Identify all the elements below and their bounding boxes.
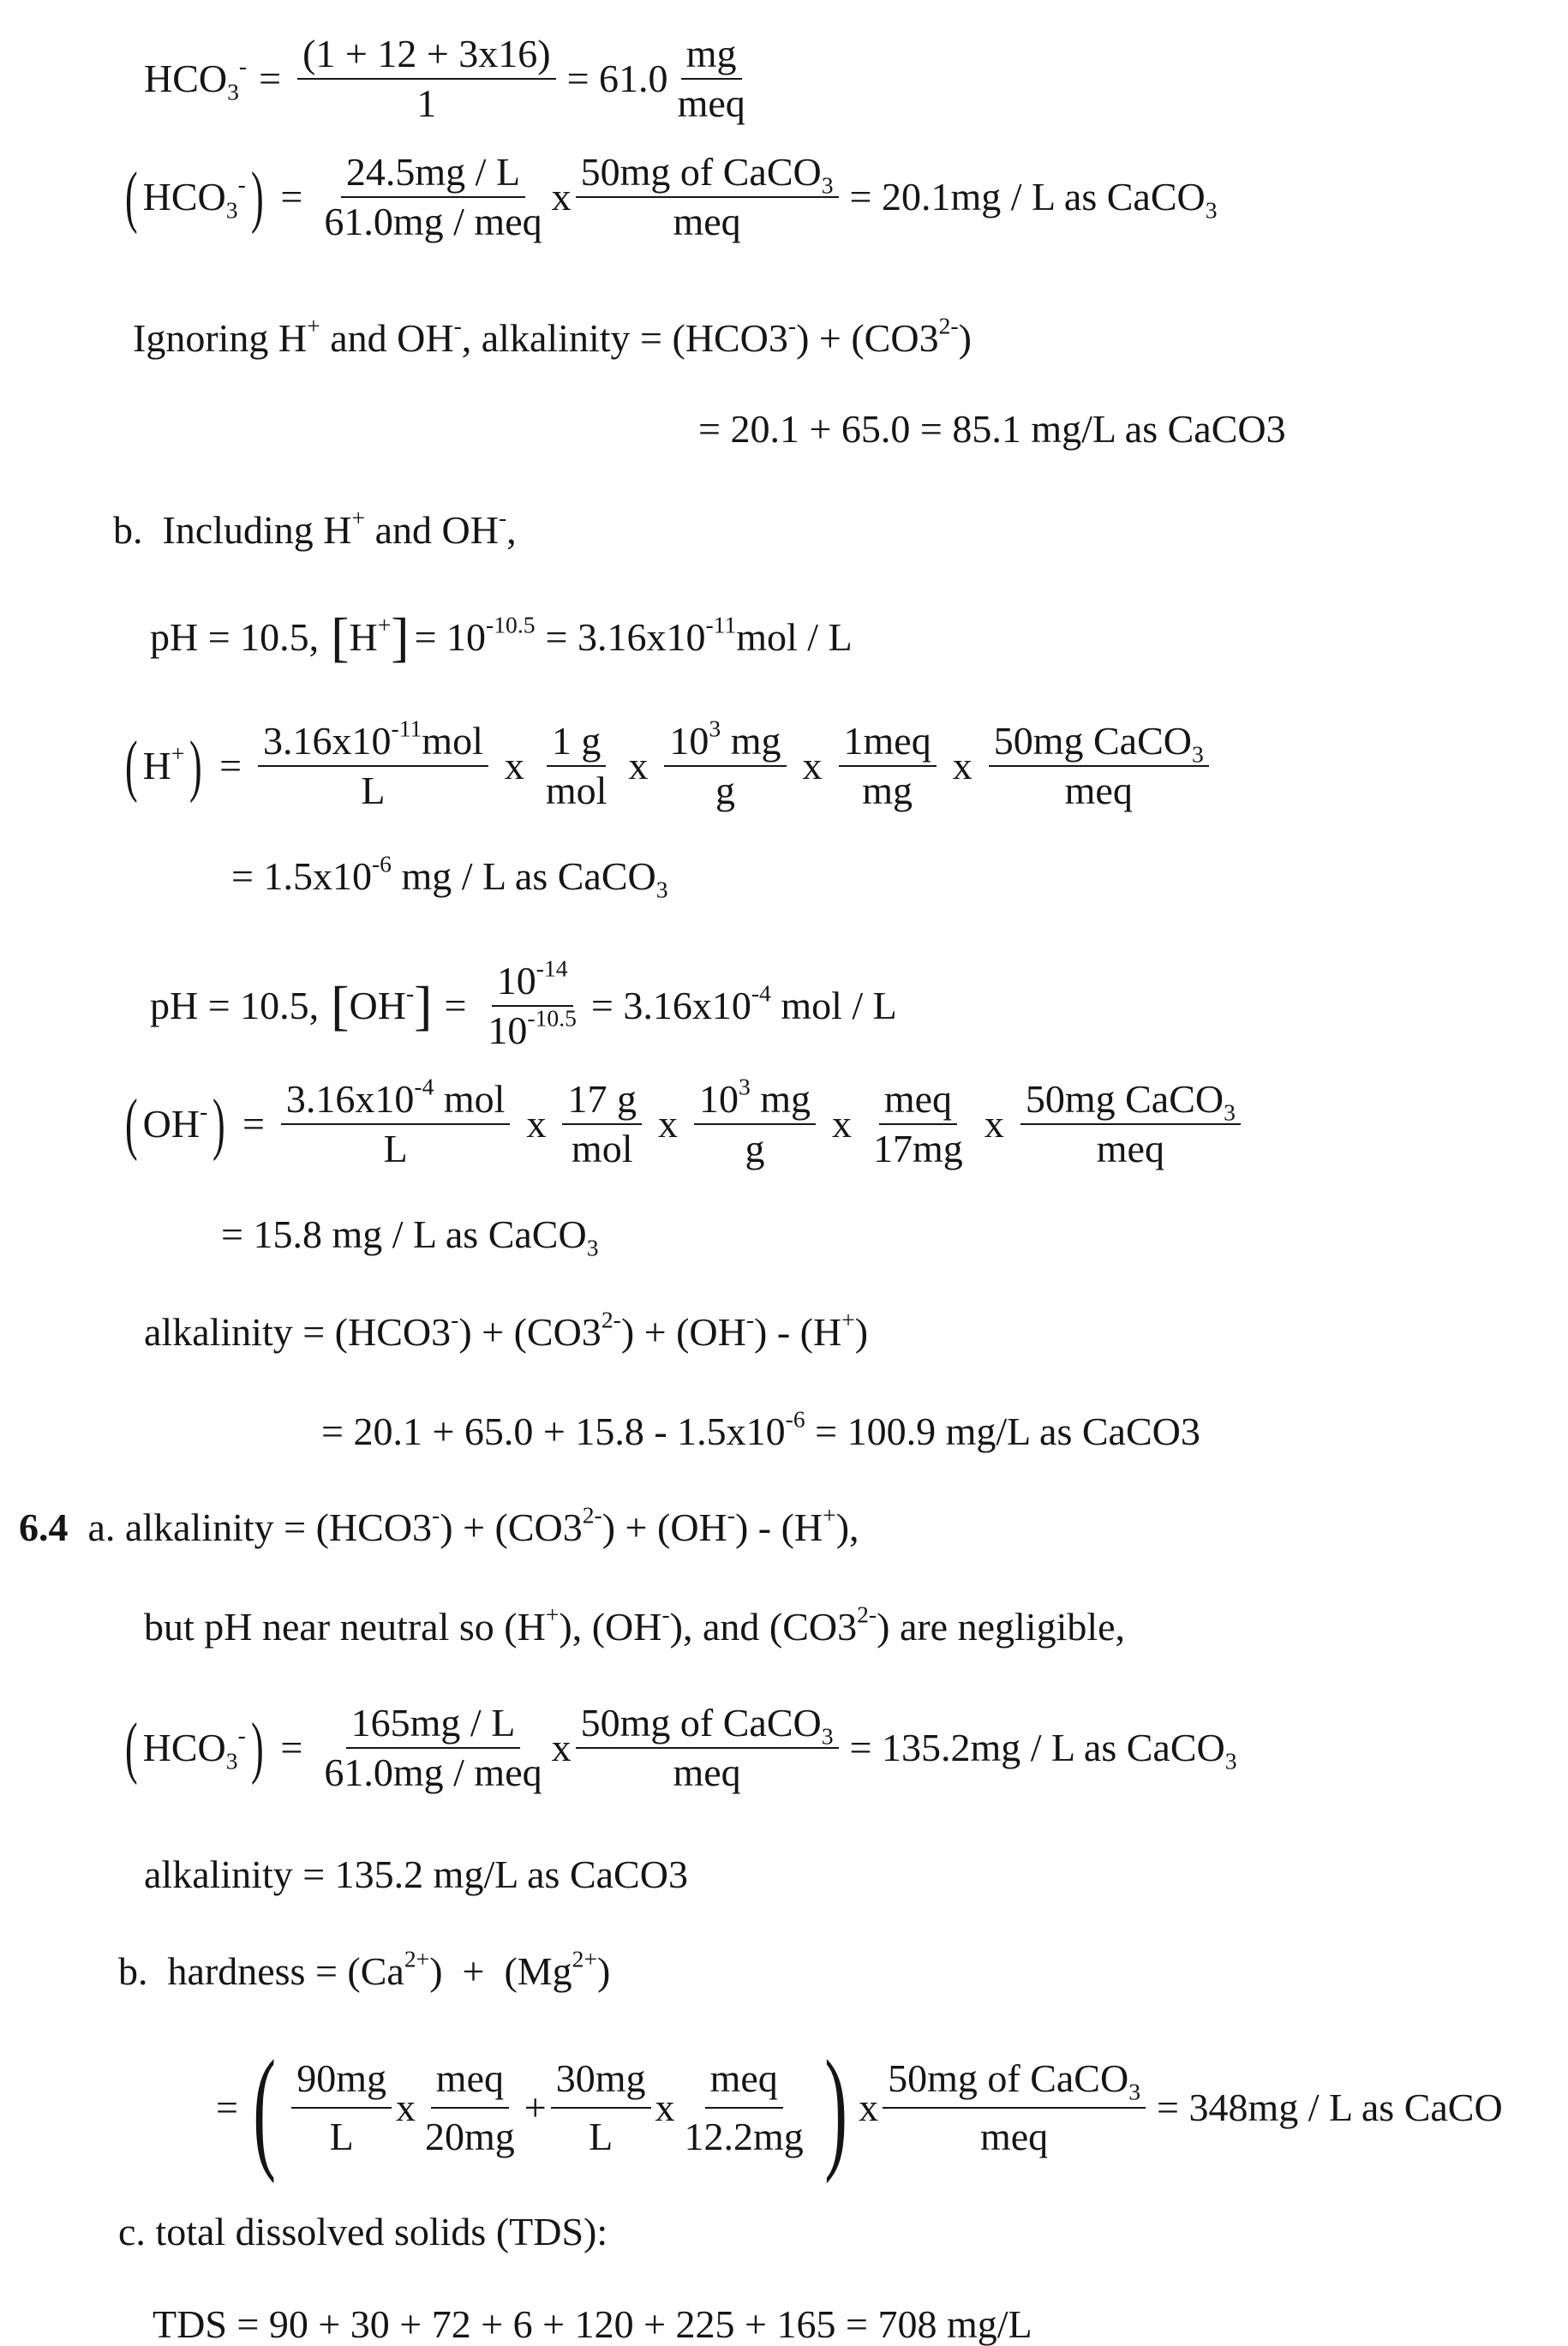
hco3-165-conversion: ( $HCO_3^-$ ) = $\frac{165mg / L}{\text{61.0mg / meq}}$ x $\frac{50mg of CaCO_3}{\text{meq}}$ = 135.2mg / L as CaCO$_3$ [124, 1701, 1237, 1794]
problem-6-4-part-a: 6.4 a. alkalinity = $(HCO3^-) + (CO3^{2-}) + (OH^-) - (H^+)$, [19, 1501, 859, 1549]
ignoring-h-oh-line: Ignoring H+ and OH-, alkalinity = $(HCO3^-) + (CO3^{2-})$ [133, 312, 972, 360]
hco3-caco3-conversion: ( $HCO_3^-$ ) = $\frac{24.5mg / L}{\text{61.0mg / meq}}$ x $\frac{50mg of CaCO_3}{\text{meq}}$ = 20.1mg / L as CaCO$_3$ [124, 150, 1218, 243]
alkalinity-full-equation: alkalinity = $(HCO3^-) + (CO3^{2-}) + (OH^-) - (H^+)$ [144, 1306, 869, 1354]
molar-mass-fraction: $\frac{(1 + 12 + 3x16)}{1}$ [297, 34, 556, 123]
h-result: = $1.5x10^{-6}$ mg / L as CaCO$_3$ [231, 850, 668, 903]
h-caco3-conversion: ( H+ ) = $\frac{3.16x10^{-11}mol}{L}$ x $\frac{1 g}{\text{mol}}$ x $\frac{10^3 mg}{g}$ x $\frac{\text{1meq}}{mg}$ x $\frac{50mg CaCO_3}{\text{meq}}$ [120, 721, 1213, 811]
h-concentration-line: pH = 10.5, [ H+ ] = $10^{-10.5}$ = $3.16x10^{-11}mol$ / L [150, 607, 853, 667]
neutral-ph-note: but pH near neutral so (H+), (OH-), and $(CO3^{2-})$ are negligible, [144, 1601, 1126, 1649]
oh-concentration-line: pH = 10.5, [ OH- ] = $\frac{10^{-14}}{10^{-10.5}}$ = $3.16x10^{-4}$ mol / L [150, 955, 897, 1052]
alkalinity-135-result: alkalinity = 135.2 mg/L as CaCO3 [144, 1852, 688, 1896]
ignoring-result: = 20.1 + 65.0 = 85.1 mg/L as CaCO3 [698, 407, 1286, 451]
oh-caco3-conversion: ( OH- ) = $\frac{3.16x10^{-4} mol}{L}$ x $\frac{17 g}{\text{mol}}$ x $\frac{10^3 mg}{g}$ x $\frac{\text{meq}}{17mg}$ x $\frac{50mg CaCO_3}{\text{meq}}$ [120, 1080, 1245, 1169]
hardness-calculation: = ( $\frac{90mg}{L}$ x $\frac{\text{meq}}{20mg}$ + $\frac{30mg}{L}$ x $\frac{\text{meq}}{12.2mg}$ ) x $\frac{50mg of CaCO_3}{\text{meq}}$ = 348mg / L as CaCO [216, 2032, 1503, 2184]
hco3-molar-mass-equation: $HCO_3^-$ = $\frac{(1 + 12 + 3x16)}{1}$ = 61.0 $\frac{mg}{\text{meq}}$ [144, 34, 755, 123]
tds-heading: c. total dissolved solids (TDS): [118, 2210, 608, 2253]
hardness-line: b. hardness = $(Ca^{2+}) + (Mg^{2+})$ [118, 1945, 611, 1993]
problem-number: 6.4 [19, 1505, 69, 1549]
part-b-heading: b. Including H+ and OH-, [113, 504, 517, 552]
alkalinity-full-result: = $20.1 + 65.0 + 15.8 - 1.5x10^{-6} = 100.9$ mg/L as CaCO3 [321, 1405, 1200, 1453]
mg-per-meq-unit: $\frac{mg}{\text{meq}}$ [677, 32, 745, 125]
oh-result: = 15.8 mg / L as CaCO$_3$ [221, 1212, 599, 1261]
tds-equation: TDS = 90 + 30 + 72 + 6 + 120 + 225 + 165 = 708 mg/L [153, 2302, 1032, 2346]
hco3-label: $HCO_3^-$ [144, 52, 248, 105]
